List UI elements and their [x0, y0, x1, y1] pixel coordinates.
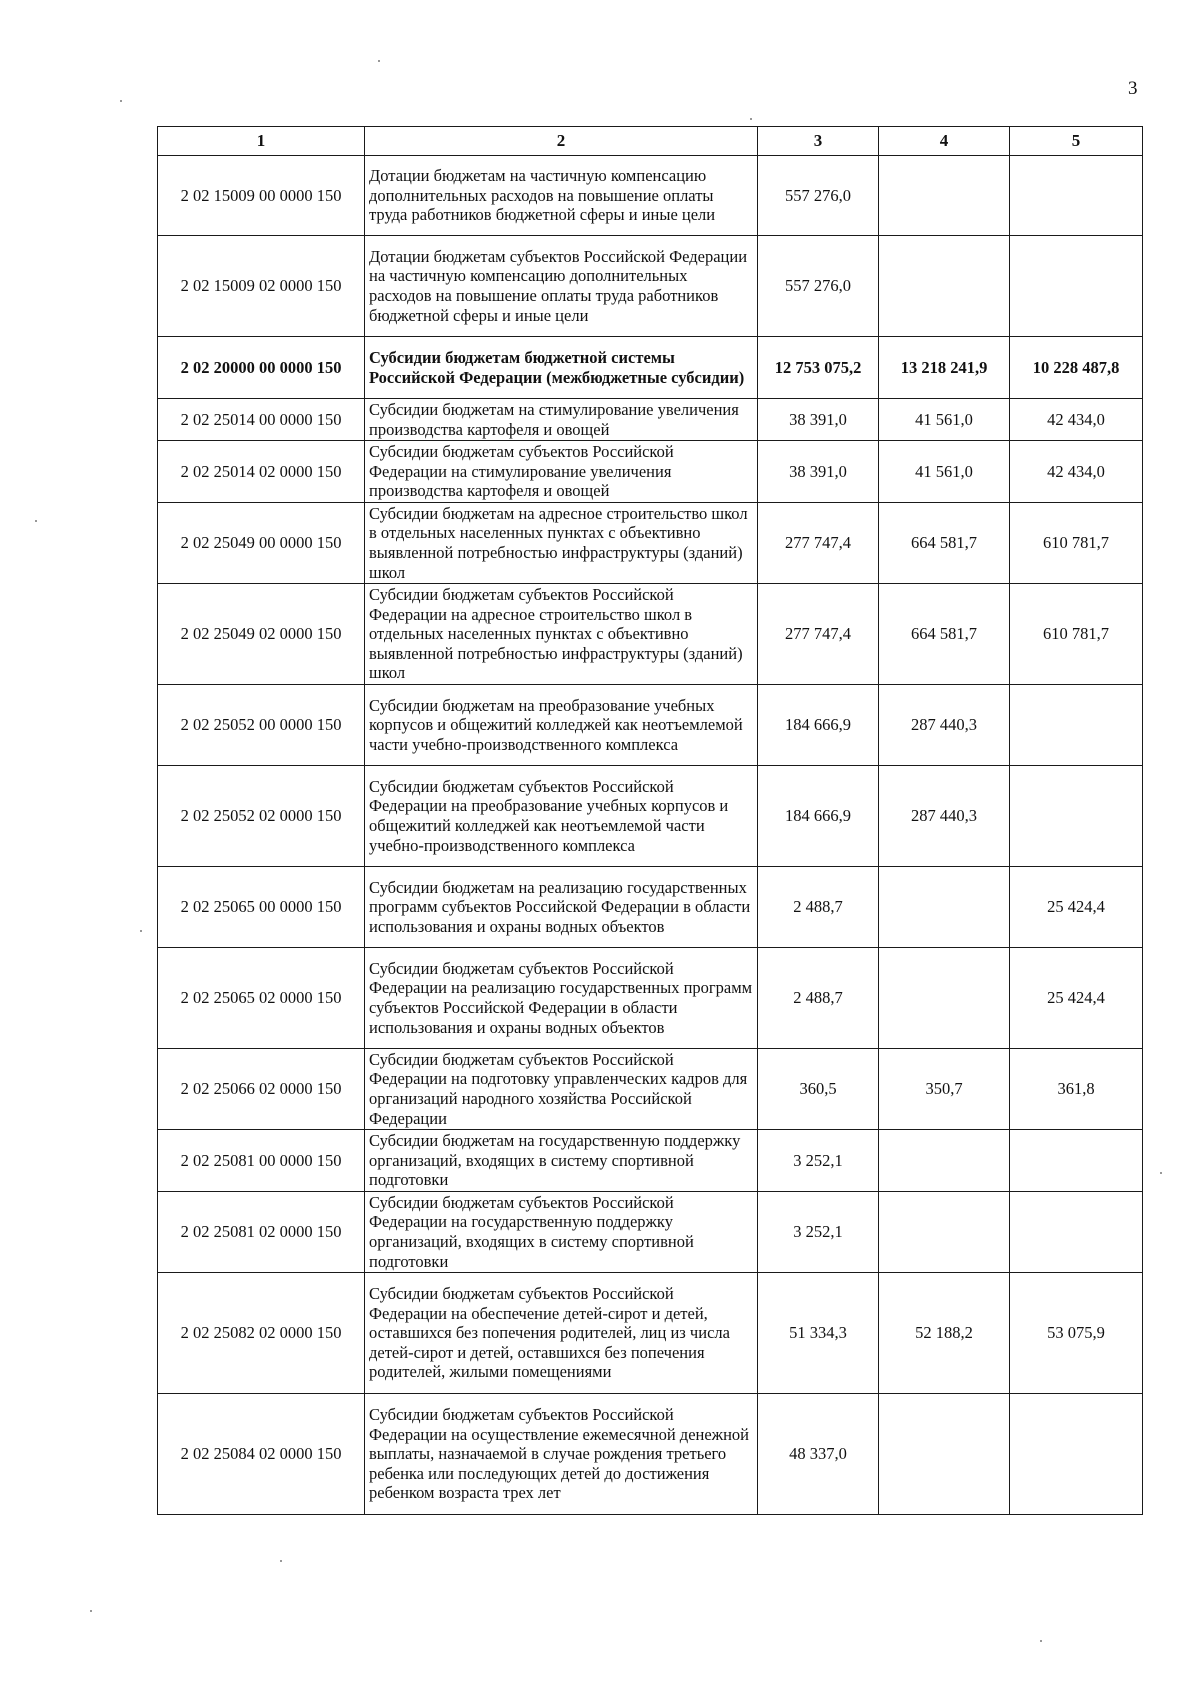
revenue-name: Субсидии бюджетам на государственную поддержку организаций, входящих в систему спортивной подготовки: [365, 1130, 758, 1192]
classification-code: 2 02 25049 00 0000 150: [158, 503, 365, 584]
amount-col-4: [879, 156, 1010, 236]
table-row: [158, 1394, 1143, 1515]
classification-code: 2 02 25014 02 0000 150: [158, 441, 365, 503]
amount-col-5: 53 075,9: [1010, 1273, 1143, 1394]
table-row: [158, 1130, 1143, 1192]
amount-col-4: 664 581,7: [879, 503, 1010, 584]
scan-speck: [1040, 1640, 1042, 1642]
amount-col-3: 557 276,0: [758, 156, 879, 236]
amount-col-3: 12 753 075,2: [758, 337, 879, 399]
revenue-name: Дотации бюджетам субъектов Российской Федерации на частичную компенсацию дополнительных расходов на повышение оплаты труда работников бюджетной сферы и иные цели: [365, 236, 758, 337]
amount-col-4: [879, 1130, 1010, 1192]
scan-speck: [750, 118, 752, 120]
revenue-name: Субсидии бюджетам субъектов Российской Федерации на осуществление ежемесячной денежной выплаты, назначаемой в случае рождения третьего ребенка или последующих детей до достижения ребенком возраста трех лет: [365, 1394, 758, 1515]
amount-col-4: [879, 1394, 1010, 1515]
amount-col-3: 3 252,1: [758, 1130, 879, 1192]
budget-revenue-table: [157, 126, 1143, 1515]
header-col-3: 3: [758, 127, 879, 156]
revenue-name: Дотации бюджетам на частичную компенсацию дополнительных расходов на повышение оплаты труда работников бюджетной сферы и иные цели: [365, 156, 758, 236]
classification-code: 2 02 25082 02 0000 150: [158, 1273, 365, 1394]
amount-col-5: 610 781,7: [1010, 584, 1143, 685]
classification-code: 2 02 25065 02 0000 150: [158, 948, 365, 1049]
amount-col-5: [1010, 156, 1143, 236]
amount-col-3: 557 276,0: [758, 236, 879, 337]
classification-code: 2 02 25049 02 0000 150: [158, 584, 365, 685]
amount-col-5: 42 434,0: [1010, 399, 1143, 441]
revenue-name: Субсидии бюджетам на преобразование учебных корпусов и общежитий колледжей как неотъемлемой части учебно-производственного комплекса: [365, 685, 758, 766]
header-col-1: 1: [158, 127, 365, 156]
table-row: [158, 766, 1143, 867]
revenue-name: Субсидии бюджетам на адресное строительство школ в отдельных населенных пунктах с объективно выявленной потребностью инфраструктуры (зданий) школ: [365, 503, 758, 584]
page-number: 3: [1128, 78, 1138, 99]
classification-code: 2 02 25066 02 0000 150: [158, 1049, 365, 1130]
classification-code: 2 02 25014 00 0000 150: [158, 399, 365, 441]
revenue-name: Субсидии бюджетам субъектов Российской Федерации на стимулирование увеличения производства картофеля и овощей: [365, 441, 758, 503]
table-row: [158, 948, 1143, 1049]
table-row: [158, 1049, 1143, 1130]
revenue-name: Субсидии бюджетам на реализацию государственных программ субъектов Российской Федерации в области использования и охраны водных объектов: [365, 867, 758, 948]
table-row: [158, 1273, 1143, 1394]
amount-col-5: [1010, 1130, 1143, 1192]
amount-col-4: 41 561,0: [879, 399, 1010, 441]
classification-code: 2 02 20000 00 0000 150: [158, 337, 365, 399]
revenue-name: Субсидии бюджетам субъектов Российской Федерации на преобразование учебных корпусов и общежитий колледжей как неотъемлемой части учебно-производственного комплекса: [365, 766, 758, 867]
scan-speck: [140, 930, 142, 932]
classification-code: 2 02 25084 02 0000 150: [158, 1394, 365, 1515]
amount-col-5: 610 781,7: [1010, 503, 1143, 584]
amount-col-3: 48 337,0: [758, 1394, 879, 1515]
classification-code: 2 02 25081 02 0000 150: [158, 1192, 365, 1273]
amount-col-5: [1010, 766, 1143, 867]
amount-col-4: 287 440,3: [879, 685, 1010, 766]
amount-col-3: 277 747,4: [758, 503, 879, 584]
amount-col-3: 2 488,7: [758, 867, 879, 948]
amount-col-4: [879, 867, 1010, 948]
scan-speck: [1160, 1172, 1162, 1174]
amount-col-4: 41 561,0: [879, 441, 1010, 503]
amount-col-5: [1010, 1394, 1143, 1515]
amount-col-3: 184 666,9: [758, 766, 879, 867]
amount-col-5: [1010, 1192, 1143, 1273]
amount-col-4: 13 218 241,9: [879, 337, 1010, 399]
classification-code: 2 02 25052 00 0000 150: [158, 685, 365, 766]
amount-col-3: 277 747,4: [758, 584, 879, 685]
revenue-name: Субсидии бюджетам субъектов Российской Федерации на подготовку управленческих кадров для организаций народного хозяйства Российской Федерации: [365, 1049, 758, 1130]
table-row: [158, 156, 1143, 236]
scan-speck: [120, 100, 122, 102]
table-row: [158, 236, 1143, 337]
amount-col-4: [879, 948, 1010, 1049]
scan-speck: [280, 1560, 282, 1562]
amount-col-5: 25 424,4: [1010, 948, 1143, 1049]
table-row: [158, 867, 1143, 948]
classification-code: 2 02 15009 02 0000 150: [158, 236, 365, 337]
scan-speck: [378, 60, 380, 62]
amount-col-3: 38 391,0: [758, 399, 879, 441]
amount-col-4: 52 188,2: [879, 1273, 1010, 1394]
table-header-row: [158, 127, 1143, 156]
scan-speck: [90, 1610, 92, 1612]
revenue-name: Субсидии бюджетам субъектов Российской Федерации на адресное строительство школ в отдельных населенных пунктах с объективно выявленной потребностью инфраструктуры (зданий) школ: [365, 584, 758, 685]
header-col-4: 4: [879, 127, 1010, 156]
revenue-name: Субсидии бюджетам на стимулирование увеличения производства картофеля и овощей: [365, 399, 758, 441]
classification-code: 2 02 25052 02 0000 150: [158, 766, 365, 867]
amount-col-3: 2 488,7: [758, 948, 879, 1049]
amount-col-3: 38 391,0: [758, 441, 879, 503]
amount-col-4: 350,7: [879, 1049, 1010, 1130]
amount-col-5: 361,8: [1010, 1049, 1143, 1130]
revenue-name: Субсидии бюджетам субъектов Российской Федерации на обеспечение детей-сирот и детей, оставшихся без попечения родителей, лиц из числа детей-сирот и детей, оставшихся без попечения родителей, жилыми помещениями: [365, 1273, 758, 1394]
table-row: [158, 441, 1143, 503]
header-col-2: 2: [365, 127, 758, 156]
table-row: [158, 584, 1143, 685]
amount-col-5: 10 228 487,8: [1010, 337, 1143, 399]
amount-col-5: [1010, 236, 1143, 337]
amount-col-3: 51 334,3: [758, 1273, 879, 1394]
amount-col-4: [879, 1192, 1010, 1273]
classification-code: 2 02 25081 00 0000 150: [158, 1130, 365, 1192]
classification-code: 2 02 25065 00 0000 150: [158, 867, 365, 948]
amount-col-5: [1010, 685, 1143, 766]
revenue-name: Субсидии бюджетам бюджетной системы Российской Федерации (межбюджетные субсидии): [365, 337, 758, 399]
table-row: [158, 399, 1143, 441]
revenue-name: Субсидии бюджетам субъектов Российской Федерации на государственную поддержку организаций, входящих в систему спортивной подготовки: [365, 1192, 758, 1273]
table-row: [158, 503, 1143, 584]
table-row: [158, 685, 1143, 766]
amount-col-4: [879, 236, 1010, 337]
amount-col-5: 42 434,0: [1010, 441, 1143, 503]
table-row: [158, 1192, 1143, 1273]
classification-code: 2 02 15009 00 0000 150: [158, 156, 365, 236]
revenue-name: Субсидии бюджетам субъектов Российской Федерации на реализацию государственных программ субъектов Российской Федерации в области использования и охраны водных объектов: [365, 948, 758, 1049]
amount-col-4: 287 440,3: [879, 766, 1010, 867]
amount-col-3: 184 666,9: [758, 685, 879, 766]
table-row: [158, 337, 1143, 399]
amount-col-4: 664 581,7: [879, 584, 1010, 685]
scan-speck: [35, 520, 37, 522]
header-col-5: 5: [1010, 127, 1143, 156]
amount-col-5: 25 424,4: [1010, 867, 1143, 948]
amount-col-3: 360,5: [758, 1049, 879, 1130]
amount-col-3: 3 252,1: [758, 1192, 879, 1273]
